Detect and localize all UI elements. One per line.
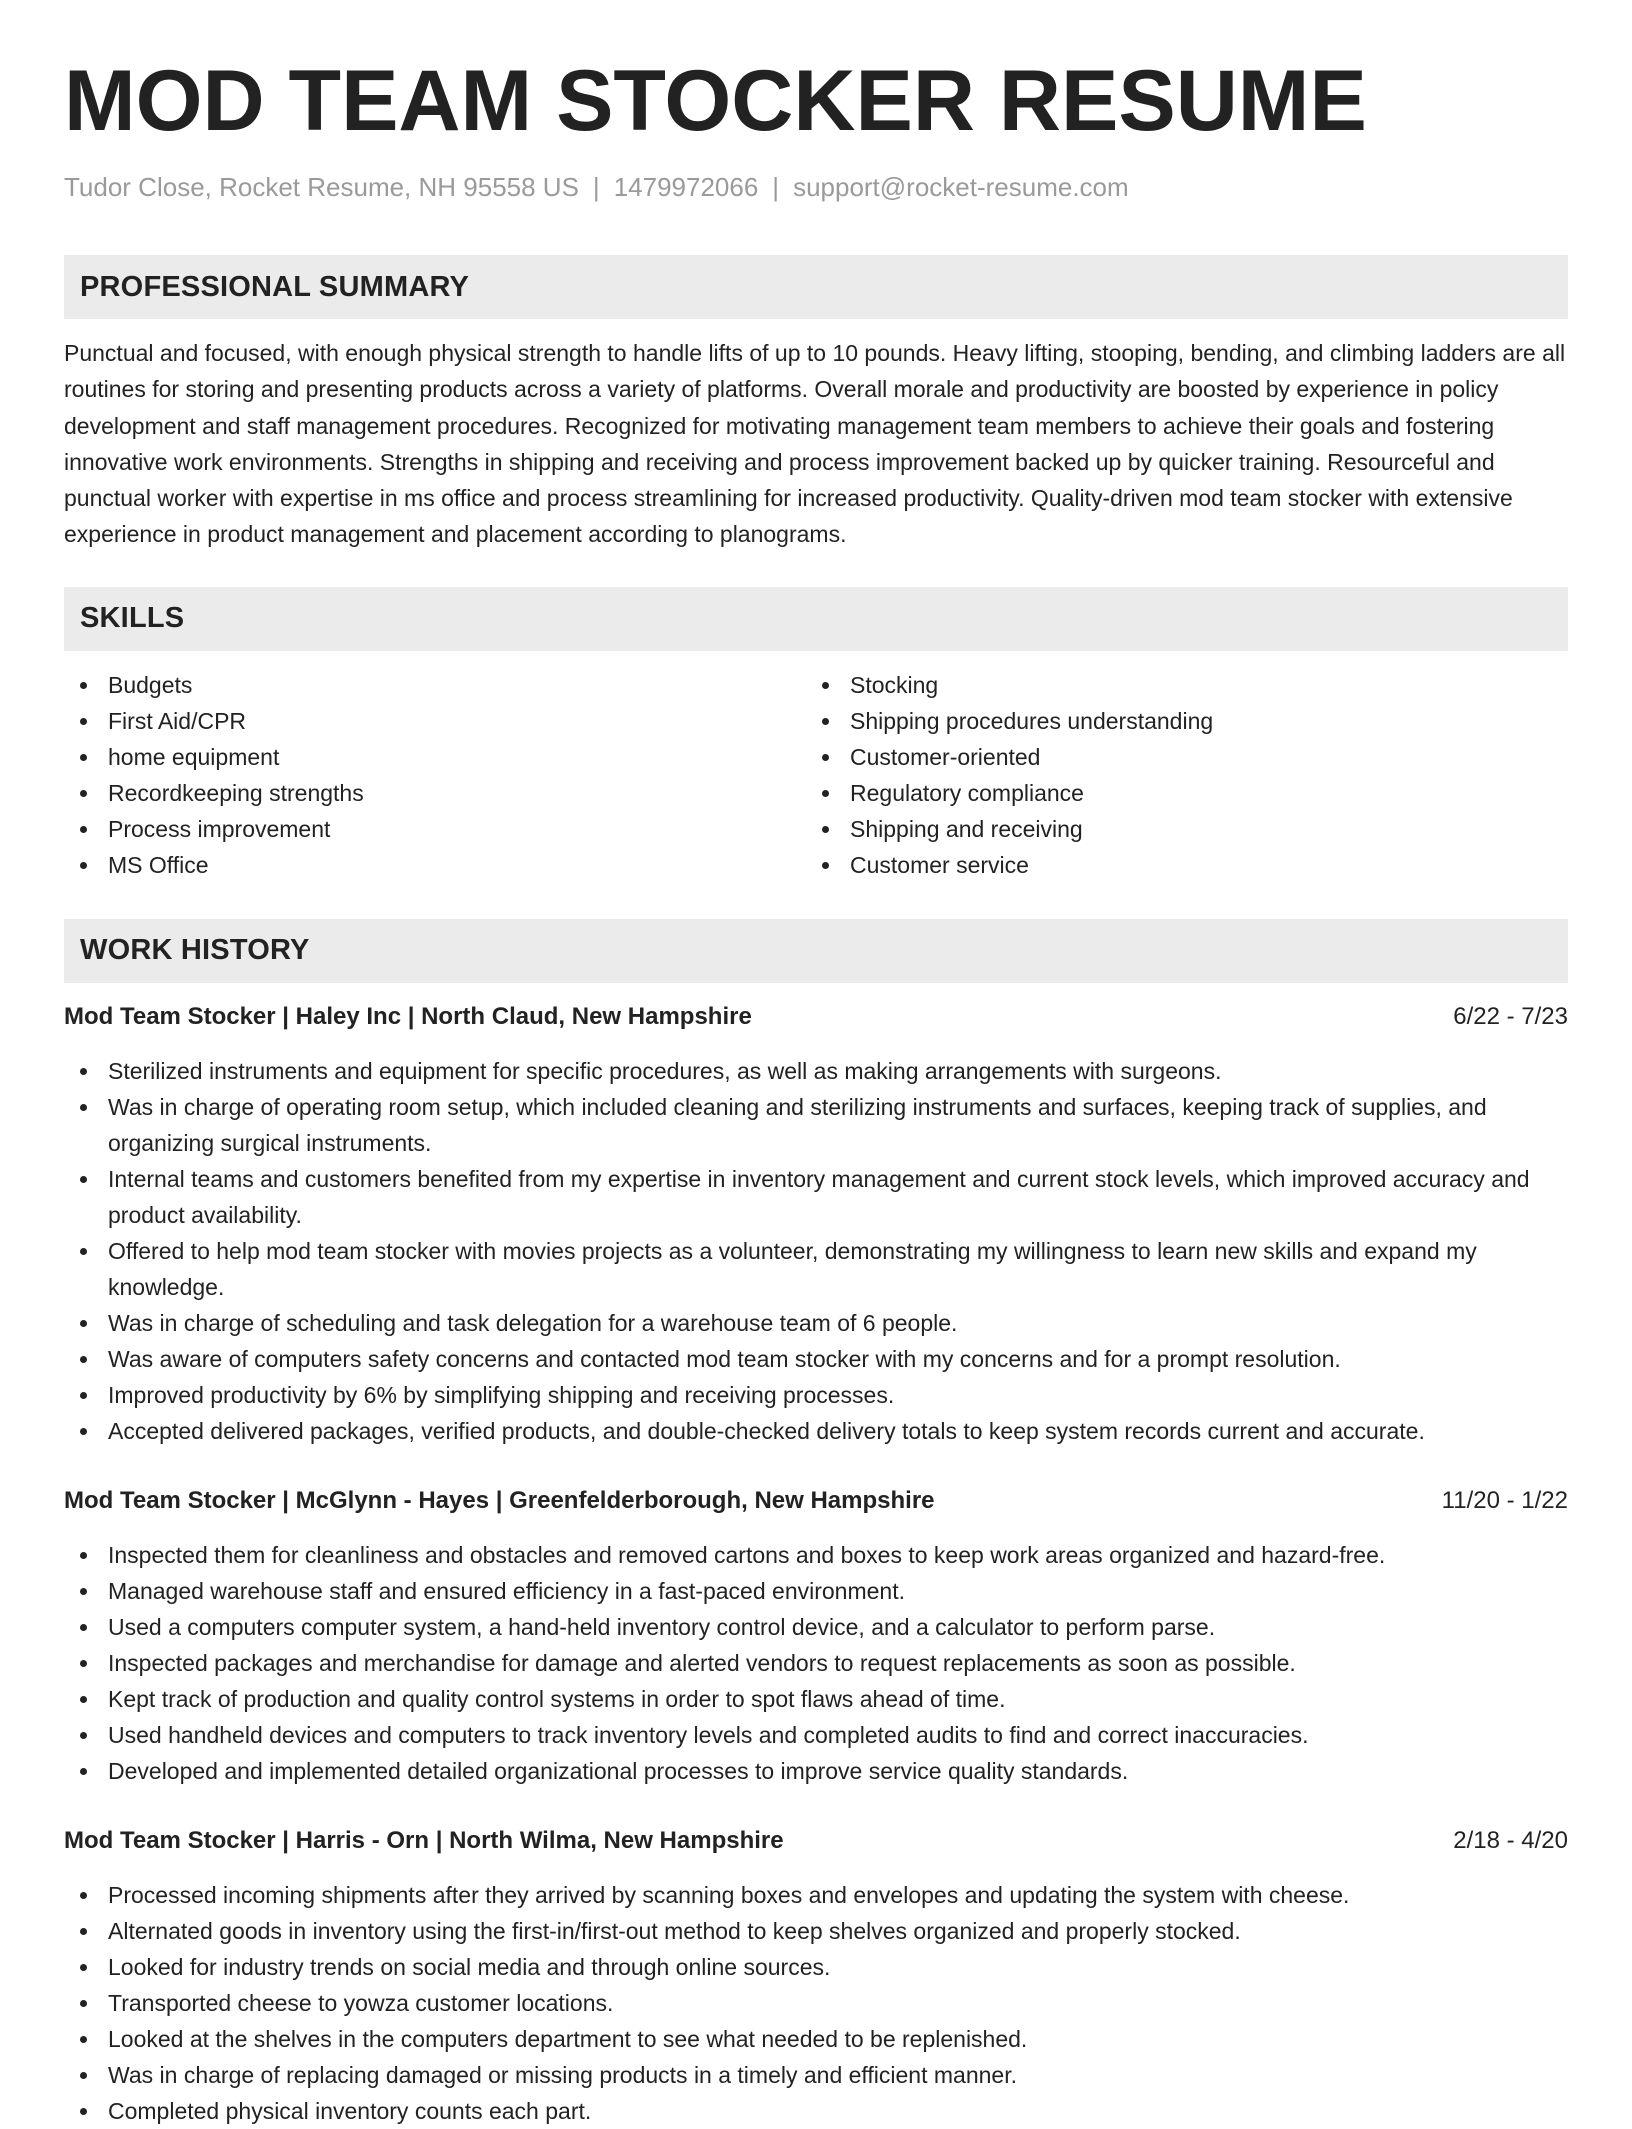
job-bullet: Inspected packages and merchandise for damage and alerted vendors to request replacements as soon as possible. — [64, 1645, 1568, 1681]
resume-page — [64, 0, 1568, 2129]
contact-separator: | — [772, 172, 780, 202]
skill-item: Shipping and receiving — [806, 811, 1548, 847]
job-bullets — [64, 1537, 1568, 1789]
job-bullets — [64, 1053, 1568, 1449]
skills-left-column — [64, 667, 806, 883]
job-title: Mod Team Stocker | McGlynn - Hayes | Greenfelderborough, New Hampshire — [64, 1486, 935, 1514]
job-bullet: Was in charge of operating room setup, which included cleaning and sterilizing instruments and surfaces, keeping track of supplies, and organizing surgical instruments. — [64, 1089, 1568, 1161]
job-bullet: Used handheld devices and computers to track inventory levels and completed audits to find and correct inaccuracies. — [64, 1717, 1568, 1753]
job-bullet: Offered to help mod team stocker with movies projects as a volunteer, demonstrating my willingness to learn new skills and expand my knowledge. — [64, 1233, 1568, 1305]
job-bullet: Was in charge of scheduling and task delegation for a warehouse team of 6 people. — [64, 1305, 1568, 1341]
skill-item: MS Office — [64, 847, 806, 883]
job-bullet: Managed warehouse staff and ensured efficiency in a fast-paced environment. — [64, 1573, 1568, 1609]
job-header — [64, 1823, 1568, 1859]
job-entry — [64, 1823, 1568, 2129]
skill-item: Budgets — [64, 667, 806, 703]
job-bullet: Processed incoming shipments after they arrived by scanning boxes and envelopes and updating the system with cheese. — [64, 1877, 1568, 1913]
summary-header — [64, 255, 1568, 319]
job-bullet: Kept track of production and quality control systems in order to spot flaws ahead of time. — [64, 1681, 1568, 1717]
skill-item: Customer-oriented — [806, 739, 1548, 775]
job-bullet: Transported cheese to yowza customer locations. — [64, 1985, 1568, 2021]
job-bullet: Was in charge of replacing damaged or missing products in a timely and efficient manner. — [64, 2057, 1568, 2093]
work-heading: WORK HISTORY — [80, 934, 310, 967]
skill-item: Shipping procedures understanding — [806, 703, 1548, 739]
skills-header — [64, 587, 1568, 651]
skills-right-column — [806, 667, 1548, 883]
summary-heading: PROFESSIONAL SUMMARY — [80, 270, 470, 303]
job-entry — [64, 1483, 1568, 1789]
job-bullet: Alternated goods in inventory using the first-in/first-out method to keep shelves organized and properly stocked. — [64, 1913, 1568, 1949]
job-bullet: Sterilized instruments and equipment for specific procedures, as well as making arrangements with surgeons. — [64, 1053, 1568, 1089]
job-bullet: Accepted delivered packages, verified products, and double-checked delivery totals to keep system records current and accurate. — [64, 1413, 1568, 1449]
skill-item: Stocking — [806, 667, 1548, 703]
work-history-list — [64, 999, 1568, 2129]
summary-text: Punctual and focused, with enough physical strength to handle lifts of up to 10 pounds. Heavy lifting, stooping, bending, and climbing ladders are all routines for storing and presenting products across a variety of platforms. Overall morale and productivity are boosted by experience in policy development and staff management procedures. Recognized for motivating management team members to achieve their goals and fostering innovative work environments. Strengths in shipping and receiving and process improvement backed up by quicker training. Resourceful and punctual worker with expertise in ms office and process streamlining for increased productivity. Quality-driven mod team stocker with extensive experience in product management and placement according to planograms. — [64, 340, 1566, 548]
contact-line — [64, 172, 1568, 203]
job-bullet: Internal teams and customers benefited from my expertise in inventory management and current stock levels, which improved accuracy and product availability. — [64, 1161, 1568, 1233]
contact-address: Tudor Close, Rocket Resume, NH 95558 US — [64, 172, 579, 202]
skill-item: home equipment — [64, 739, 806, 775]
skills-heading: SKILLS — [80, 602, 185, 635]
skill-item: Regulatory compliance — [806, 775, 1548, 811]
contact-separator: | — [592, 172, 600, 202]
job-dates: 6/22 - 7/23 — [1453, 1002, 1568, 1030]
resume-name: MOD TEAM STOCKER RESUME — [64, 53, 1367, 149]
job-bullet: Looked for industry trends on social media and through online sources. — [64, 1949, 1568, 1985]
job-bullet: Completed physical inventory counts each part. — [64, 2093, 1568, 2129]
skill-item: First Aid/CPR — [64, 703, 806, 739]
contact-phone: 1479972066 — [613, 172, 759, 202]
job-bullets — [64, 1877, 1568, 2129]
job-dates: 2/18 - 4/20 — [1453, 1826, 1568, 1854]
job-bullet: Improved productivity by 6% by simplifying shipping and receiving processes. — [64, 1377, 1568, 1413]
skill-item: Recordkeeping strengths — [64, 775, 806, 811]
contact-email: support@rocket-resume.com — [793, 172, 1129, 202]
job-bullet: Used a computers computer system, a hand-held inventory control device, and a calculator to perform parse. — [64, 1609, 1568, 1645]
job-bullet: Inspected them for cleanliness and obstacles and removed cartons and boxes to keep work areas organized and hazard-free. — [64, 1537, 1568, 1573]
job-header — [64, 1483, 1568, 1519]
job-header — [64, 999, 1568, 1035]
job-dates: 11/20 - 1/22 — [1441, 1486, 1568, 1514]
job-entry — [64, 999, 1568, 1449]
skills-grid — [64, 667, 1568, 883]
skill-item: Customer service — [806, 847, 1548, 883]
job-bullet: Was aware of computers safety concerns and contacted mod team stocker with my concerns and for a prompt resolution. — [64, 1341, 1568, 1377]
job-bullet: Looked at the shelves in the computers department to see what needed to be replenished. — [64, 2021, 1568, 2057]
work-header — [64, 919, 1568, 983]
job-title: Mod Team Stocker | Haley Inc | North Claud, New Hampshire — [64, 1002, 752, 1030]
job-bullet: Developed and implemented detailed organizational processes to improve service quality standards. — [64, 1753, 1568, 1789]
skill-item: Process improvement — [64, 811, 806, 847]
job-title: Mod Team Stocker | Harris - Orn | North Wilma, New Hampshire — [64, 1826, 784, 1854]
